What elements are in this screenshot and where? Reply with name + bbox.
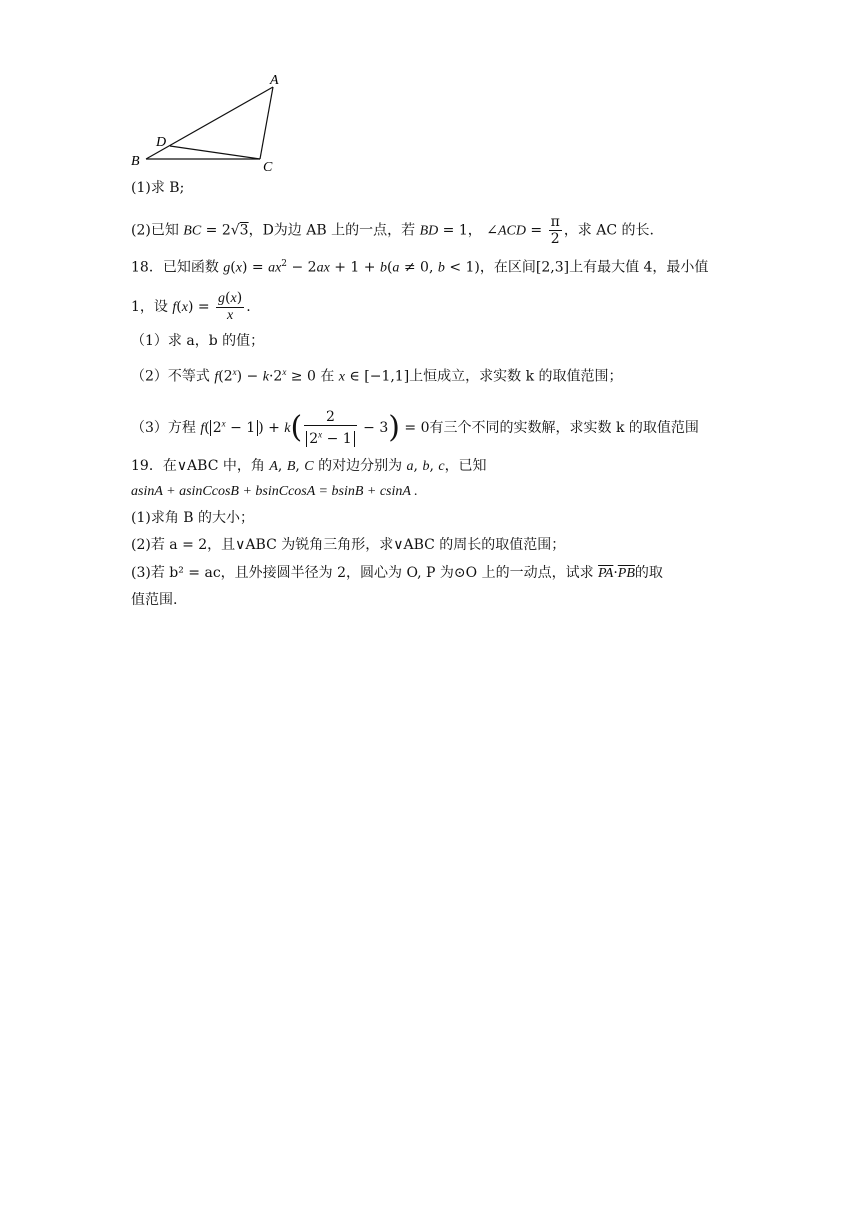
q17-part1: (1)求 B;	[131, 180, 185, 196]
label-c: C	[263, 160, 273, 175]
q18-part3: （3）方程 f( $2^x - 1$ ) + k( $\frac{2}{2^x - 1}$ − 3) = 0有三个不同的实数解，求实数 k 的取值范围	[131, 409, 699, 447]
segment-dc	[170, 146, 260, 159]
q19-equation: asinA + asinCcosB + bsinCcosA = bsinB + csinA .	[131, 484, 418, 499]
q19-intro: 19．在∨ABC 中，角 A, B, C 的对边分别为 a, b, c，已知	[131, 458, 487, 474]
label-d: D	[156, 135, 167, 150]
q18-intro-line2: 1，设 f(x) = $\frac{g(x)}{x}$ .	[131, 290, 251, 323]
triangle-figure	[128, 70, 288, 176]
q18-part1: （1）求 a，b 的值；	[131, 333, 265, 349]
label-b: B	[131, 154, 140, 169]
q19-part3: (3)若 b² = ac，且外接圆半径为 2，圆心为 O, P 为⊙O 上的一动点，试求 $\overline{PA}\cdot\overline{PB}$的取	[131, 565, 663, 581]
label-a: A	[270, 73, 279, 88]
segment-ac	[260, 87, 273, 159]
q19-part1: (1)求角 B 的大小；	[131, 510, 255, 526]
q19-part2: (2)若 a = 2，且∨ABC 为锐角三角形，求∨ABC 的周长的取值范围；	[131, 537, 566, 553]
q17-part2: (2)已知 BC = 2√3，D为边 AB 上的一点，若 BD = 1， ∠ACD = $\frac{\pi}{2}$ ，求 AC 的长.	[131, 214, 654, 247]
q18-intro: 18．已知函数 $g(x) = ax^2 - 2ax + 1 + b(a \ne 0$, b < 1)，在区间[2,3]上有最大值 4，最小值	[131, 259, 709, 276]
q18-part2: （2）不等式 $f(2^x) - k\cdot 2^x \ge 0$ 在 x ∈ [−1,1]上恒成立，求实数 k 的取值范围；	[131, 367, 623, 385]
q19-part3-line2: 值范围.	[131, 592, 178, 608]
